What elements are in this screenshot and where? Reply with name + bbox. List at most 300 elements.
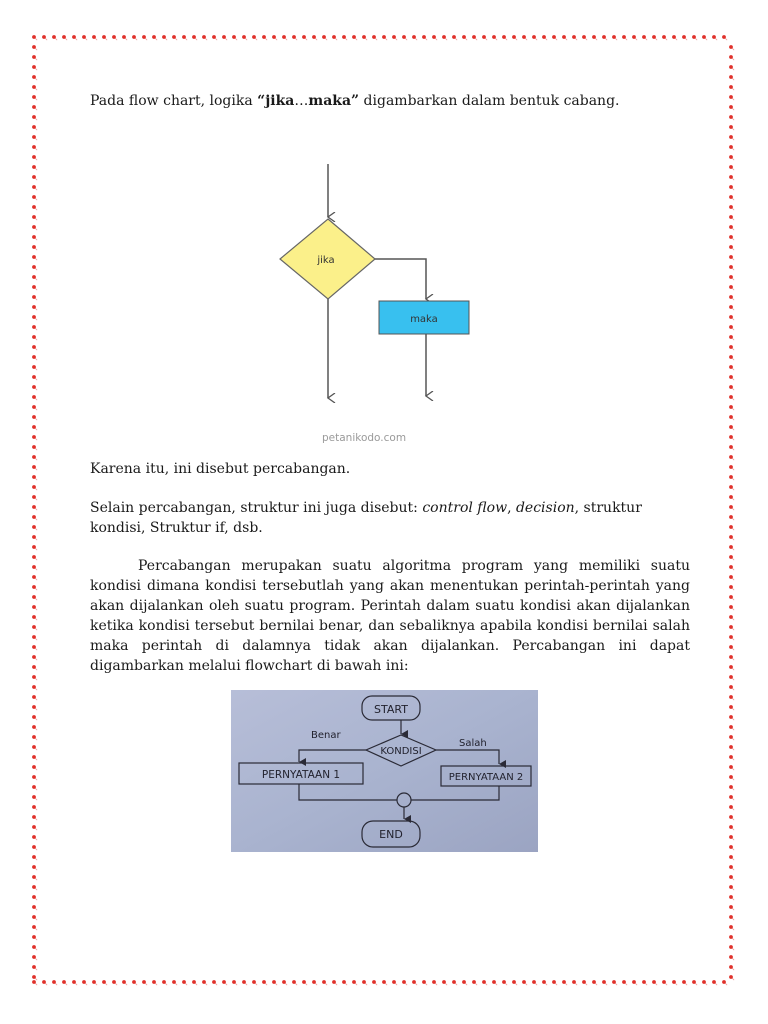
border-dot-tail — [335, 38, 337, 40]
border-dot-tail — [35, 488, 37, 490]
border-dot-tail — [395, 38, 397, 40]
statement2-label: PERNYATAAN 2 — [448, 772, 524, 783]
border-dot-tail — [85, 38, 87, 40]
border-dot-tail — [35, 548, 37, 550]
border-dot-tail — [35, 498, 37, 500]
border-dot-tail — [732, 738, 734, 740]
border-dot-tail — [732, 678, 734, 680]
border-dot-tail — [175, 38, 177, 40]
border-dot-tail — [732, 368, 734, 370]
border-dot-tail — [325, 983, 327, 985]
border-dot-tail — [35, 788, 37, 790]
border-dot-tail — [35, 838, 37, 840]
border-dot-tail — [35, 708, 37, 710]
border-dot-tail — [732, 198, 734, 200]
border-dot-tail — [265, 983, 267, 985]
border-dot-tail — [732, 348, 734, 350]
border-dot-tail — [732, 138, 734, 140]
border-dot-tail — [195, 983, 197, 985]
border-dot-tail — [732, 758, 734, 760]
border-dot-tail — [35, 248, 37, 250]
border-dot-tail — [35, 398, 37, 400]
statement1-label: PERNYATAAN 1 — [261, 769, 341, 781]
border-dot-tail — [105, 38, 107, 40]
border-dot-tail — [35, 848, 37, 850]
border-dot-tail — [395, 983, 397, 985]
border-dot-tail — [585, 38, 587, 40]
paragraph-alt-names: Selain percabangan, struktur ini juga disebut: control flow, decision, struktur kondisi, Struktur if, dsb. — [90, 500, 642, 536]
border-dot-tail — [732, 418, 734, 420]
border-dot-tail — [732, 668, 734, 670]
border-dot-tail — [505, 983, 507, 985]
border-dot-tail — [732, 588, 734, 590]
border-dot-tail — [625, 38, 627, 40]
border-dot-tail — [75, 38, 77, 40]
border-dot-tail — [115, 38, 117, 40]
border-dot-tail — [732, 938, 734, 940]
border-dot-tail — [35, 328, 37, 330]
border-dot-tail — [732, 828, 734, 830]
border-dot-tail — [375, 38, 377, 40]
border-dot-tail — [732, 488, 734, 490]
border-dot-tail — [732, 958, 734, 960]
border-dot-tail — [35, 538, 37, 540]
border-dot-tail — [35, 128, 37, 130]
border-dot-tail — [365, 983, 367, 985]
border-dot-tail — [485, 38, 487, 40]
border-dot-tail — [732, 948, 734, 950]
border-dot-tail — [35, 458, 37, 460]
border-dot-tail — [525, 983, 527, 985]
border-dot-tail — [35, 518, 37, 520]
border-dot-tail — [732, 718, 734, 720]
border-dot-tail — [605, 38, 607, 40]
border-dot-tail — [155, 38, 157, 40]
border-dot-tail — [732, 778, 734, 780]
border-dot-tail — [35, 108, 37, 110]
border-dot-tail — [185, 983, 187, 985]
border-dot-tail — [125, 38, 127, 40]
border-dot-tail — [732, 438, 734, 440]
border-dot-tail — [732, 328, 734, 330]
border-dot-tail — [35, 688, 37, 690]
border-dot-tail — [155, 983, 157, 985]
end-label: END — [379, 828, 403, 841]
border-dot-tail — [732, 228, 734, 230]
border-dot-tail — [245, 38, 247, 40]
border-dot-tail — [732, 58, 734, 60]
border-dot-tail — [732, 268, 734, 270]
border-dot-tail — [732, 578, 734, 580]
border-dot-tail — [685, 38, 687, 40]
border-dot-tail — [35, 678, 37, 680]
border-dot-tail — [732, 168, 734, 170]
border-dot-tail — [385, 38, 387, 40]
border-dot-tail — [35, 68, 37, 70]
border-dot-tail — [475, 983, 477, 985]
border-dot-tail — [435, 983, 437, 985]
border-dot-tail — [35, 818, 37, 820]
border-dot-tail — [615, 983, 617, 985]
border-dot-tail — [732, 518, 734, 520]
border-dot-tail — [732, 428, 734, 430]
border-dot-tail — [195, 38, 197, 40]
border-dot-tail — [732, 338, 734, 340]
border-dot-tail — [35, 868, 37, 870]
border-dot-tail — [515, 38, 517, 40]
border-dot-tail — [35, 608, 37, 610]
start-label: START — [374, 703, 408, 716]
border-dot-tail — [35, 878, 37, 880]
border-dot-tail — [732, 478, 734, 480]
border-dot-tail — [732, 288, 734, 290]
border-dot-tail — [732, 888, 734, 890]
border-dot-tail — [35, 798, 37, 800]
border-dot-tail — [625, 983, 627, 985]
border-dot-tail — [732, 118, 734, 120]
border-dot-tail — [145, 983, 147, 985]
border-dot-tail — [732, 248, 734, 250]
border-dot-tail — [732, 688, 734, 690]
border-dot-tail — [732, 388, 734, 390]
border-dot-tail — [35, 368, 37, 370]
border-dot-tail — [732, 918, 734, 920]
border-dot-tail — [35, 138, 37, 140]
border-dot-tail — [35, 268, 37, 270]
border-dot-tail — [35, 228, 37, 230]
border-dot-tail — [732, 98, 734, 100]
border-dot-tail — [645, 38, 647, 40]
border-dot-tail — [725, 983, 727, 985]
border-dot-tail — [732, 48, 734, 50]
border-dot-tail — [315, 38, 317, 40]
border-dot-tail — [732, 658, 734, 660]
border-dot-tail — [545, 983, 547, 985]
border-dot-tail — [35, 588, 37, 590]
border-dot-tail — [225, 983, 227, 985]
border-dot-tail — [35, 198, 37, 200]
border-dot-tail — [732, 848, 734, 850]
border-dot-tail — [265, 38, 267, 40]
border-dot-tail — [185, 38, 187, 40]
border-dot-tail — [732, 858, 734, 860]
border-dot-tail — [555, 983, 557, 985]
border-dot-tail — [732, 458, 734, 460]
border-dot-tail — [245, 983, 247, 985]
border-dot-tail — [732, 238, 734, 240]
border-dot-tail — [732, 528, 734, 530]
border-dot-tail — [35, 698, 37, 700]
border-dot-tail — [635, 38, 637, 40]
border-dot-tail — [455, 38, 457, 40]
border-dot-tail — [35, 388, 37, 390]
border-dot-tail — [35, 983, 37, 985]
border-dot-tail — [565, 38, 567, 40]
border-dot-tail — [35, 598, 37, 600]
border-dot-tail — [35, 438, 37, 440]
border-dot-tail — [35, 938, 37, 940]
border-dot-tail — [35, 58, 37, 60]
border-dot-tail — [695, 38, 697, 40]
border-dot-tail — [55, 983, 57, 985]
border-dot-tail — [125, 983, 127, 985]
border-dot-tail — [732, 878, 734, 880]
border-dot-tail — [732, 628, 734, 630]
border-dot-tail — [35, 528, 37, 530]
border-dot-tail — [732, 498, 734, 500]
border-dot-tail — [35, 858, 37, 860]
border-dot-tail — [215, 38, 217, 40]
border-dot-tail — [35, 218, 37, 220]
border-dot-tail — [732, 538, 734, 540]
border-dot-tail — [205, 983, 207, 985]
border-dot-tail — [215, 983, 217, 985]
border-dot-tail — [325, 38, 327, 40]
border-dot-tail — [615, 38, 617, 40]
border-dot-tail — [35, 278, 37, 280]
border-dot-tail — [35, 918, 37, 920]
border-dot-tail — [235, 983, 237, 985]
border-dot-tail — [455, 983, 457, 985]
border-dot-tail — [645, 983, 647, 985]
true-label: Benar — [311, 730, 341, 741]
border-dot-tail — [305, 38, 307, 40]
border-dot-tail — [145, 38, 147, 40]
border-dot-tail — [495, 983, 497, 985]
border-dot-tail — [732, 798, 734, 800]
border-dot-tail — [445, 38, 447, 40]
border-dot-tail — [35, 468, 37, 470]
border-dot-tail — [725, 38, 727, 40]
border-dot-tail — [115, 983, 117, 985]
border-dot-tail — [465, 38, 467, 40]
border-dot-tail — [35, 378, 37, 380]
border-dot-tail — [45, 983, 47, 985]
border-dot-tail — [445, 983, 447, 985]
border-dot-tail — [732, 698, 734, 700]
border-dot-tail — [35, 418, 37, 420]
border-dot-tail — [405, 983, 407, 985]
border-dot-tail — [705, 38, 707, 40]
border-dot-tail — [35, 508, 37, 510]
border-dot-tail — [635, 983, 637, 985]
border-dot-tail — [732, 638, 734, 640]
border-dot-tail — [732, 218, 734, 220]
border-dot-tail — [732, 508, 734, 510]
border-dot-tail — [35, 948, 37, 950]
border-dot-tail — [732, 148, 734, 150]
border-dot-tail — [732, 808, 734, 810]
border-dot-tail — [35, 408, 37, 410]
border-dot-tail — [275, 983, 277, 985]
border-dot-tail — [732, 78, 734, 80]
border-dot-tail — [732, 868, 734, 870]
border-dot-tail — [675, 983, 677, 985]
border-dot-tail — [732, 258, 734, 260]
bold-jika: jika — [265, 93, 295, 109]
border-dot-tail — [295, 983, 297, 985]
border-dot-tail — [35, 558, 37, 560]
border-dot-tail — [35, 98, 37, 100]
border-dot-tail — [35, 78, 37, 80]
border-dot-tail — [95, 38, 97, 40]
border-dot-tail — [535, 38, 537, 40]
if-flowchart — [270, 158, 500, 408]
border-dot-tail — [35, 758, 37, 760]
border-dot-tail — [355, 983, 357, 985]
border-dot-tail — [35, 648, 37, 650]
border-dot-tail — [732, 568, 734, 570]
border-dot-tail — [285, 38, 287, 40]
border-dot-tail — [525, 38, 527, 40]
border-dot-tail — [35, 808, 37, 810]
border-dot-tail — [732, 548, 734, 550]
border-dot-tail — [732, 178, 734, 180]
border-dot-tail — [255, 38, 257, 40]
border-dot-tail — [35, 48, 37, 50]
border-dot-tail — [35, 718, 37, 720]
border-dot-tail — [35, 618, 37, 620]
border-dot-tail — [675, 38, 677, 40]
border-dot-tail — [732, 818, 734, 820]
border-dot-tail — [35, 318, 37, 320]
border-dot-tail — [732, 158, 734, 160]
border-dot-tail — [705, 983, 707, 985]
border-dot-tail — [45, 38, 47, 40]
border-dot-tail — [565, 983, 567, 985]
border-dot-tail — [35, 578, 37, 580]
border-dot-tail — [732, 898, 734, 900]
border-dot-tail — [35, 208, 37, 210]
border-dot-tail — [35, 978, 37, 980]
border-dot-tail — [305, 983, 307, 985]
border-dot-tail — [225, 38, 227, 40]
border-dot-tail — [135, 983, 137, 985]
border-dot-tail — [35, 738, 37, 740]
border-dot-tail — [35, 928, 37, 930]
border-dot-tail — [732, 308, 734, 310]
border-dot-tail — [732, 408, 734, 410]
border-dot-tail — [425, 983, 427, 985]
border-dot-tail — [732, 68, 734, 70]
border-dot-tail — [732, 208, 734, 210]
paragraph-definition: Percabangan merupakan suatu algoritma program yang memiliki suatu kondisi dimana kondisi tersebutlah yang akan menentukan perintah-perintah yang akan dijalankan oleh suatu program. Perintah dalam suatu kondisi akan dijalankan ketika kondisi tersebut bernilai benar, dan sebaliknya apabila kondisi bernilai salah maka perintah di dalamnya tidak akan dijalankan. Percabangan ini dapat digambarkan melalui flowchart di bawah ini: — [90, 558, 690, 674]
border-dot-tail — [732, 108, 734, 110]
border-dot-tail — [732, 788, 734, 790]
border-dot-tail — [35, 288, 37, 290]
border-dot-tail — [35, 38, 37, 40]
border-dot-tail — [515, 983, 517, 985]
border-dot-tail — [732, 558, 734, 560]
true-branch-arrow — [375, 259, 426, 299]
border-dot-tail — [465, 983, 467, 985]
intro-text: Pada flow chart, logika “jika…maka” digambarkan dalam bentuk cabang. — [90, 93, 620, 109]
border-dot-tail — [255, 983, 257, 985]
border-dot-tail — [732, 128, 734, 130]
border-dot-tail — [545, 38, 547, 40]
border-dot-tail — [385, 983, 387, 985]
border-dot-tail — [35, 728, 37, 730]
border-dot-tail — [732, 748, 734, 750]
border-dot-tail — [35, 168, 37, 170]
border-dot-tail — [35, 638, 37, 640]
border-dot-tail — [55, 38, 57, 40]
border-dot-tail — [732, 448, 734, 450]
border-dot-tail — [105, 983, 107, 985]
border-dot-tail — [732, 298, 734, 300]
border-dot-tail — [35, 238, 37, 240]
border-dot-tail — [575, 38, 577, 40]
border-dot-tail — [35, 338, 37, 340]
border-dot-tail — [405, 38, 407, 40]
border-dot-tail — [205, 38, 207, 40]
border-dot-tail — [595, 983, 597, 985]
border-dot-tail — [295, 38, 297, 40]
border-dot-tail — [732, 398, 734, 400]
border-dot-tail — [235, 38, 237, 40]
border-dot-tail — [35, 428, 37, 430]
border-dot-tail — [135, 38, 137, 40]
border-dot-tail — [732, 618, 734, 620]
border-dot-tail — [275, 38, 277, 40]
border-dot-tail — [732, 838, 734, 840]
bold-maka: maka — [308, 93, 352, 109]
border-dot-tail — [575, 983, 577, 985]
false-label: Salah — [459, 738, 487, 749]
border-dot-tail — [732, 598, 734, 600]
border-dot-tail — [375, 983, 377, 985]
border-dot-tail — [35, 668, 37, 670]
border-dot-tail — [35, 568, 37, 570]
border-dot-tail — [715, 38, 717, 40]
border-dot-tail — [35, 768, 37, 770]
border-dot-tail — [315, 983, 317, 985]
border-dot-tail — [35, 968, 37, 970]
border-dot-tail — [732, 278, 734, 280]
border-dot-tail — [345, 983, 347, 985]
border-dot-tail — [35, 358, 37, 360]
border-dot-tail — [732, 378, 734, 380]
decision-label: jika — [317, 255, 335, 266]
border-dot-tail — [165, 983, 167, 985]
border-dot-tail — [505, 38, 507, 40]
border-dot-tail — [595, 38, 597, 40]
border-dot-tail — [35, 148, 37, 150]
border-dot-tail — [165, 38, 167, 40]
border-dot-tail — [732, 978, 734, 980]
border-dot-tail — [35, 628, 37, 630]
border-dot-tail — [665, 983, 667, 985]
border-dot-tail — [495, 38, 497, 40]
border-dot-tail — [732, 358, 734, 360]
border-dot-tail — [35, 778, 37, 780]
border-dot-tail — [35, 908, 37, 910]
border-dot-tail — [732, 648, 734, 650]
border-dot-tail — [415, 38, 417, 40]
border-dot-tail — [35, 478, 37, 480]
border-dot-tail — [35, 658, 37, 660]
border-dot-tail — [35, 748, 37, 750]
border-dot-tail — [585, 983, 587, 985]
border-dot-tail — [435, 38, 437, 40]
border-dot-tail — [732, 928, 734, 930]
border-dot-tail — [35, 308, 37, 310]
border-dot-tail — [732, 728, 734, 730]
border-dot-tail — [175, 983, 177, 985]
border-dot-tail — [65, 38, 67, 40]
border-dot-tail — [605, 983, 607, 985]
border-dot-tail — [485, 983, 487, 985]
